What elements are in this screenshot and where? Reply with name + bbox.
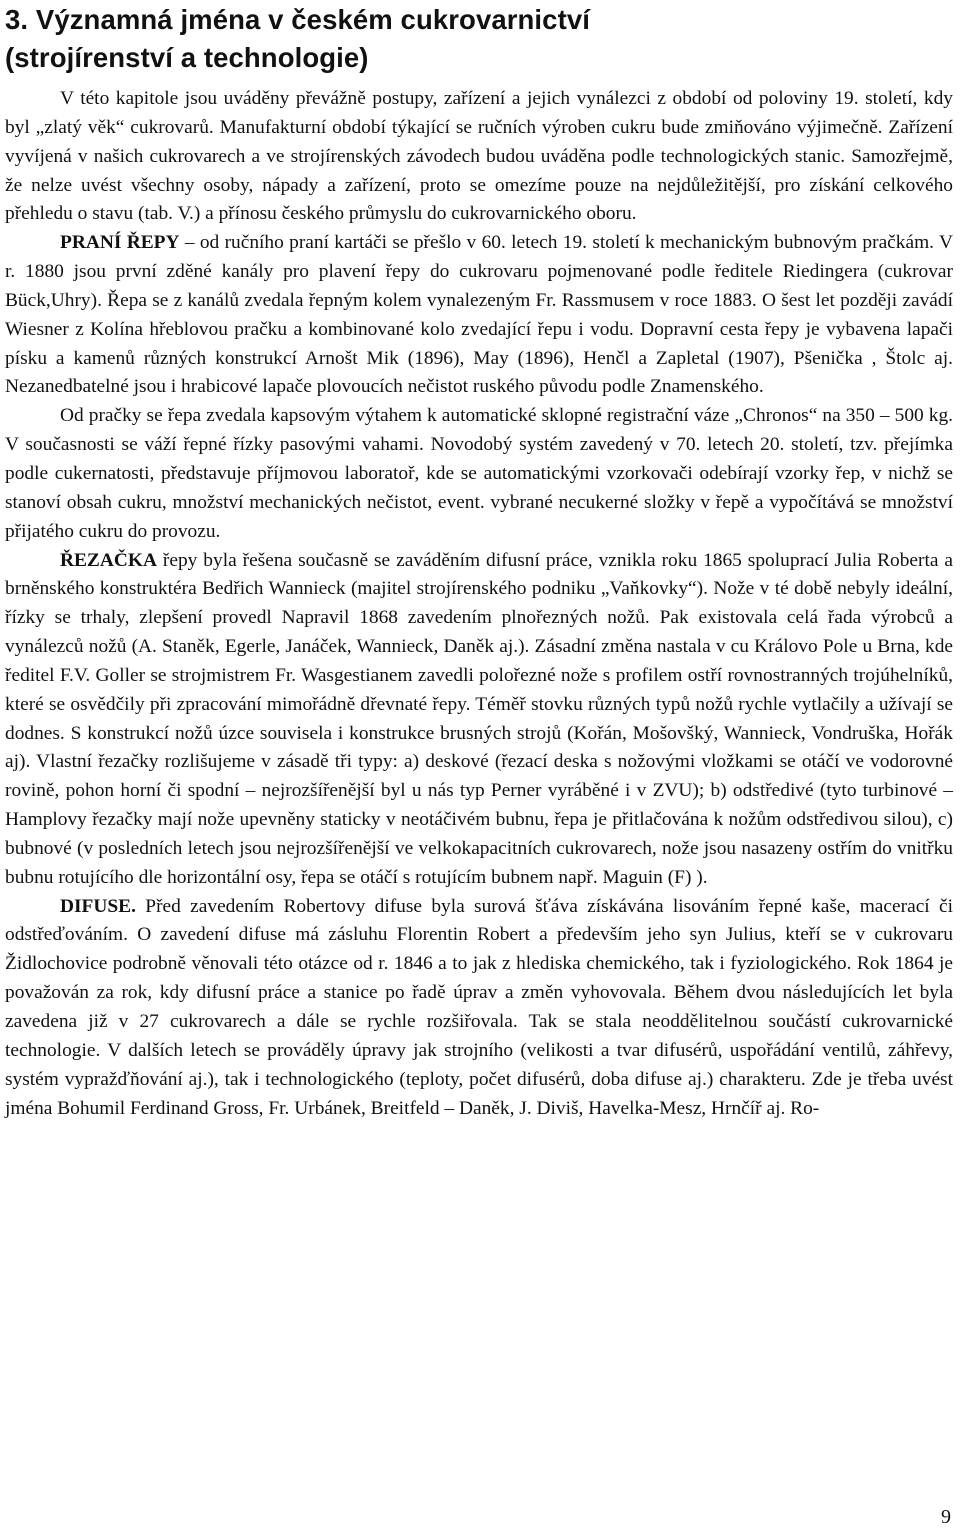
chapter-heading-line-1: 3. Významná jména v českém cukrovarnictví bbox=[5, 4, 590, 35]
page-number: 9 bbox=[941, 1506, 951, 1528]
paragraph-vazeni-text: Od pračky se řepa zvedala kapsovým výtahem k automatické sklopné registrační váze „Chronos“ na 350 – 500 kg. V současnosti se váží řepné řízky pasovými vahami. Novodobý systém zavedený v 70. letech 20. století, tzv. přejímka podle cukernatosti, představuje příjmovou laboratoř, kde se automatickými vzorkovači odebírají vzorky řep, v nichž se stanoví obsah cukru, množství mechanických nečistot, event. vybrané necukerné složky v řepě a vypočítává se množství přijatého cukru do provozu. bbox=[5, 405, 953, 542]
paragraph-rezacka bbox=[5, 547, 953, 893]
paragraph-prani-repy bbox=[5, 229, 953, 402]
paragraph-intro-text: V této kapitole jsou uváděny převážně postupy, zařízení a jejich vynálezci z období od poloviny 19. století, kdy byl „zlatý věk“ cukrovarů. Manufakturní období týkající se ručních výroben cukru bude zmiňováno výjimečně. Zařízení vyvíjená v našich cukrovarech a ve strojírenských závodech budou uváděna podle technologických stanic. Samozřejmě, že nelze uvést všechny osoby, nápady a zařízení, proto se omezíme pouze na nejdůležitější, pro získání celkového přehledu o stavu (tab. V.) a přínosu českého průmyslu do cukrovarnického oboru. bbox=[5, 88, 953, 225]
chapter-heading bbox=[5, 0, 953, 77]
paragraph-intro bbox=[5, 85, 953, 229]
paragraph-rezacka-text: řepy byla řešena současně se zaváděním difusní práce, vznikla roku 1865 spoluprací Julia Roberta a brněnského konstruktéra Bedřich Wannieck (majitel strojírenského podniku „Vaňkovky“). Nože v té době nebyly ideální, řízky se trhaly, zlepšení provedl Napravil 1868 zavedením plnořezných nožů. Pak existovala celá řada výrobců a vynálezců nožů (A. Staněk, Egerle, Janáček, Wannieck, Daněk aj.). Zásadní změna nastala v cu Královo Pole u Brna, kde ředitel F.V. Goller se strojmistrem Fr. Wasgestianem zavedli polořezné nože s profilem ostří rovnostranných trojúhelníků, které se osvědčily při zpracování mimořádně dřevnaté řepy. Téměř stovku různých typů nožů rychle vytlačily a užívají se dodnes. S konstrukcí nožů úzce souvisela i konstrukce brusných strojů (Kořán, Mošovšký, Wannieck, Vondruška, Hořák aj). Vlastní řezačky rozlišujeme v zásadě tři typy: a) deskové (řezací deska s nožovými vložkami se otáčí ve vodorovné rovině, pohon horní či spodní – nejrozšířenější byl u nás typ Perner vyráběné i v ZVU); b) odstředivé (tyto turbinové – Hamplovy řezačky mají nože upevněny staticky v neotáčivém bubnu, řepa je přitlačována k nožům odstředivou silou), c) bubnové (v posledních letech jsou nejrozšířenější ve velkokapacitních cukrovarech, nože jsou nasazeny ostřím do vnitřku bubnu rotujícího dle horizontální osy, řepa se otáčí s rotujícím bubnem např. Maguin (F) ). bbox=[5, 549, 953, 888]
chapter-body bbox=[5, 85, 953, 1123]
section-term-prani-repy: PRANÍ ŘEPY bbox=[60, 232, 180, 254]
section-term-rezacka: ŘEZAČKA bbox=[60, 549, 157, 571]
paragraph-prani-repy-text: – od ručního praní kartáči se přešlo v 60. letech 19. století k mechanickým bubnovým pračkám. V r. 1880 jsou první zděné kanály pro plavení řepy do cukrovaru pojmenované podle ředitele Riedingera (cukrovar Bück,Uhry). Řepa se z kanálů zvedala řepným kolem vynalezeným Fr. Rassmusem v roce 1883. O šest let později zavádí Wiesner z Kolína hřeblovou pračku a kombinované kolo zvedající řepu i vodu. Dopravní cesta řepy je vybavena lapači písku a kamenů různých konstrukcí Arnošt Mik (1896), May (1896), Henčl a Zapletal (1907), Pšenička , Štolc aj. Nezanedbatelné jsou i hrabicové lapače plovoucích nečistot ruského původu podle Znamenského. bbox=[5, 232, 953, 398]
paragraph-difuse bbox=[5, 893, 953, 1124]
document-page bbox=[5, 0, 953, 1537]
section-term-difuse: DIFUSE. bbox=[60, 895, 136, 917]
paragraph-vazeni bbox=[5, 402, 953, 546]
paragraph-difuse-text: Před zavedením Robertovy difuse byla surová šťáva získávána lisováním řepné kaše, macerací či odstřeďováním. O zavedení difuse má zásluhu Florentin Robert a především jeho syn Julius, kteří se v cukrovaru Židlochovice podrobně věnovali této otázce od r. 1846 a to jak z hlediska chemického, tak i fyziologického. Rok 1864 je považován za rok, kdy difusní práce a stanice po řadě úprav a změn vyhovovala. Během dvou následujících let byla zavedena již v 27 cukrovarech a dále se rychle rozšiřovala. Tak se stala neoddělitelnou součástí cukrovarnické technologie. V dalších letech se prováděly úpravy jak strojního (velikosti a tvar difusérů, uspořádání ventilů, záhřevy, systém vypražďňování aj.), tak i technologického (teploty, počet difusérů, doba difuse aj.) charakteru. Zde je třeba uvést jména Bohumil Ferdinand Gross, Fr. Urbánek, Breitfeld – Daněk, J. Diviš, Havelka-Mesz, Hrnčíř aj. Ro- bbox=[5, 895, 953, 1119]
chapter-heading-line-2: (strojírenství a technologie) bbox=[5, 42, 369, 73]
